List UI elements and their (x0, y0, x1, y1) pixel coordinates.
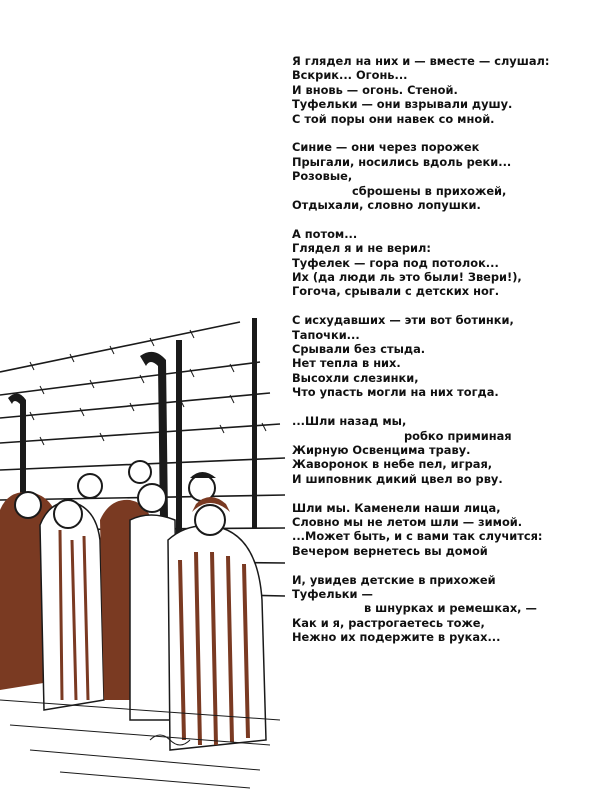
poem-line: Жаворонок в небе пел, играя, (292, 457, 493, 472)
poem-line: И шиповник дикий цвел во рву. (292, 471, 503, 486)
poem-line: Гогоча, срывали с детских ног. (292, 284, 500, 299)
poem-line: сброшены в прихожей, (352, 183, 507, 198)
poem-line: А потом... (292, 226, 358, 241)
poem-line: робко приминая (404, 428, 512, 443)
poem-line: Что упасть могли на них тогда. (292, 385, 499, 400)
poem-line: Как и я, растрогаетесь тоже, (292, 615, 485, 630)
stanza-4 (292, 313, 592, 399)
stanza-6 (292, 501, 592, 559)
poem-line: Вечером вернетесь вы домой (292, 543, 488, 558)
poem-line: Нежно их подержите в руках... (292, 630, 501, 645)
poem-line: Их (да люди ль это были! Звери!), (292, 270, 522, 285)
stanza-7 (292, 573, 592, 645)
poem-line: С той поры они навек со мной. (292, 111, 495, 126)
stanza-3 (292, 227, 592, 299)
poem-line: ...Шли назад мы, (292, 414, 407, 429)
children-behind-fence-illustration (0, 312, 290, 793)
stanza-2 (292, 140, 592, 212)
poem-line: Отдыхали, словно лопушки. (292, 198, 481, 213)
poem-line: С исхудавших — эти вот ботинки, (292, 313, 514, 328)
poem-line: Туфельки — (292, 586, 373, 601)
stanza-5 (292, 414, 592, 486)
poem-line: ...Может быть, и с вами так случится: (292, 529, 543, 544)
poem-line: Высохли слезинки, (292, 370, 419, 385)
poem-line: Жирную Освенцима траву. (292, 442, 471, 457)
stanza-1 (292, 54, 592, 126)
poem-line: Вскрик... Огонь... (292, 68, 408, 83)
poem-line: Синие — они через порожек (292, 140, 480, 155)
poem-line: Глядел я и не верил: (292, 241, 431, 256)
poem-line: Шли мы. Каменели наши лица, (292, 500, 501, 515)
poem-line: Тапочки... (292, 327, 360, 342)
poem-line: Я глядел на них и — вместе — слушал: (292, 54, 550, 68)
poem-line: Словно мы не летом шли — зимой. (292, 514, 523, 529)
poem-line: в шнурках и ремешках, — (364, 601, 537, 616)
poem-line: Туфельки — они взрывали душу. (292, 97, 513, 112)
poem-line: И вновь — огонь. Стеной. (292, 82, 458, 97)
poem-line: Прыгали, носились вдоль реки... (292, 154, 512, 169)
poem-line: Нет тепла в них. (292, 356, 401, 371)
poem-line: Розовые, (292, 169, 353, 184)
poem-line: Срывали без стыда. (292, 342, 426, 357)
poem-line: И, увидев детские в прихожей (292, 572, 496, 587)
poem-line: Туфелек — гора под потолок... (292, 255, 499, 270)
poem-text (292, 54, 592, 659)
children-group (0, 461, 266, 750)
